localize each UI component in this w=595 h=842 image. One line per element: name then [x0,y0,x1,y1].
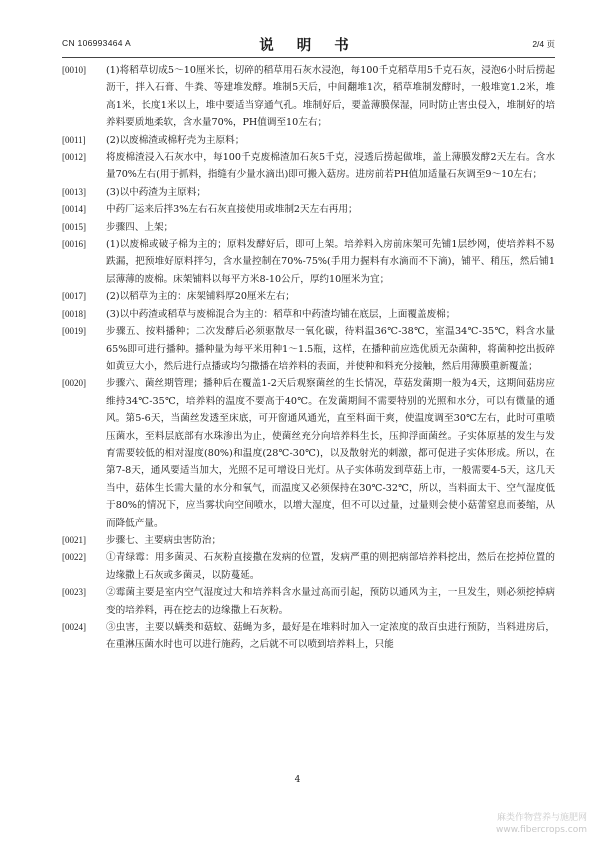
watermark-title: 麻类作物营养与施肥网 [496,813,587,823]
page-header [62,34,555,54]
paragraph-number: [0012] [62,152,86,163]
paragraph-number: [0018] [62,308,86,319]
page-info: 2/4 页 [532,39,555,49]
paragraph [62,619,555,654]
paragraph-text: 步骤六、菌丝期管理；播种后在覆盖1-2天后观察菌丝的生长情况，草菇发菌期一般为4天，这期间菇房应维持34℃-35℃，培养料的温度不要高于40℃。在发菌期间不需要特别的光照和水分，可以有微量的通风。第5-6天，当菌丝发透至床底，可开窗通风通光，直至料面干爽，使温度调至30℃左右，此时可重喷压菌水，至料层底部有水珠渗出为止，使菌丝充分向培养料生长，压抑浮面菌丝。子实体原基的发生与发育需要较低的相对湿度(80%)和温度(28℃-30℃)，以及散射光的刺激，都可促进子实体形成。所以，在第7-8天，通风要适当加大，光照不足可增设日光灯。从子实体萌发到草菇上市，一般需要4-5天，这几天当中，菇体生长需大量的水分和氧气，而温度又必须保持在30℃-32℃，所以，当料面太干、空气湿度低于80%的情况下，应当雾状向空间喷水，以增大湿度，但不可以过量，过量则会使小菇蕾窒息而萎缩，从而降低产量。 [106,378,555,529]
header-divider [62,57,555,58]
paragraph-number: [0014] [62,204,86,215]
paragraph [62,219,555,236]
paragraph [62,184,555,201]
paragraph [62,236,555,288]
document-body [62,62,555,654]
watermark-url: www.fibercrops.com [496,825,587,835]
paragraph-text: 步骤四、上架； [106,221,174,233]
paragraph [62,288,555,305]
document-title: 说 明 书 [259,37,358,54]
paragraph-text: (2)以废棉渣或棉籽壳为主原料； [106,134,245,146]
paragraph [62,306,555,323]
paragraph-number: [0015] [62,221,86,232]
paragraph [62,532,555,549]
paragraph-text: (3)以中药渣为主原料； [106,186,206,198]
watermark [496,812,587,836]
paragraph [62,149,555,184]
paragraph-number: [0024] [62,622,86,632]
paragraph [62,584,555,619]
paragraph-text: 步骤五、按料播种；二次发酵后必须驱散尽一氧化碳，待料温36℃-38℃，室温34℃-35℃，料含水量65%即可进行播种。播种量为每平米用种1～1.5瓶，这样，在播种前应选优质无杂菌种，将菌种挖出扳碎如黄豆大小，然后进行点播或均匀撒播在培养料的表面，并使种和料充分接触，然后用薄膜重新覆盖； [106,326,555,372]
paragraph-number: [0023] [62,587,86,598]
patent-number: CN 106993464 A [62,38,131,48]
paragraph-text: (1)以废棉或破子棉为主的；原料发酵好后，即可上架。培养料入房前床架可先铺1层纱网，使培养料不易跌漏，把预堆好原料拌匀，含水量控制在70%-75%(手用力握料有水滴而不下滴)，铺平、稍压，然后铺1层薄薄的废棉。床架铺料以每平方米8-10公斤，厚约10厘米为宜； [106,239,555,285]
paragraph [62,132,555,149]
paragraph-text: (2)以稻草为主的：床架铺料厚20厘米左右； [106,291,295,303]
paragraph-number: [0019] [62,326,86,337]
paragraph-number: [0020] [62,378,86,389]
paragraph-number: [0016] [62,239,86,250]
paragraph-text: ①青绿霉：用多菌灵、石灰粉直接撒在发病的位置，发病严重的则把病部培养料挖出，然后在挖掉位置的边缘撒上石灰或多菌灵，以防蔓延。 [106,552,555,581]
paragraph [62,375,555,532]
paragraph-text: 将废棉渣浸入石灰水中，每100千克废棉渣加石灰5千克，浸透后捞起做堆，盖上薄膜发酵2天左右。含水量70%左右(用于抓料，指缝有少量水滴出)即可搬入菇房。进房前若PH值加适量石灰调至9～10左右； [106,152,555,181]
paragraph-number: [0022] [62,552,86,563]
page-number: 4 [294,775,301,785]
paragraph-number: [0017] [62,291,86,302]
paragraph-number: [0013] [62,186,86,197]
paragraph-text: ③虫害，主要以螨类和菇蚊、菇蝇为多，最好是在堆料时加入一定浓度的敌百虫进行预防，当料进房后，在重淋压菌水时也可以进行施药，之后就不可以喷到培养料上，只能 [106,622,555,651]
paragraph [62,201,555,218]
paragraph [62,323,555,375]
paragraph-number: [0010] [62,65,86,75]
paragraph [62,549,555,584]
paragraph-text: 中药厂运来后拌3%左右石灰直接使用或堆制2天左右再用； [106,204,358,216]
paragraph [62,62,555,132]
paragraph-number: [0021] [62,534,86,545]
paragraph-number: [0011] [62,134,86,145]
paragraph-text: 步骤七、主要病虫害防治； [106,534,222,546]
paragraph-text: ②霉菌主要是室内空气湿度过大和培养料含水量过高而引起，预防以通风为主，一旦发生，则必须挖掉病变的培养料，再在挖去的边缘撒上石灰粉。 [106,587,555,616]
paragraph-text: (1)将稻草切成5～10厘米长，切碎的稻草用石灰水浸泡，每100千克稻草用5千克石灰，浸泡6小时后捞起沥干，拌入石膏、牛粪、等建堆发酵。堆制5天后，中间翻堆1次，稻草堆制发酵时，一般堆宽1.2米，堆高1米，长度1米以上，堆中要适当穿通气孔。堆制好后，要盖薄膜保湿，同时防止害虫侵入，堆制好的培养料要质地柔软，含水量70%，PH值调至10左右； [106,65,555,129]
paragraph-text: (3)以中药渣或稻草与废棉混合为主的：稻草和中药渣均铺在底层，上面覆盖废棉； [106,308,456,320]
